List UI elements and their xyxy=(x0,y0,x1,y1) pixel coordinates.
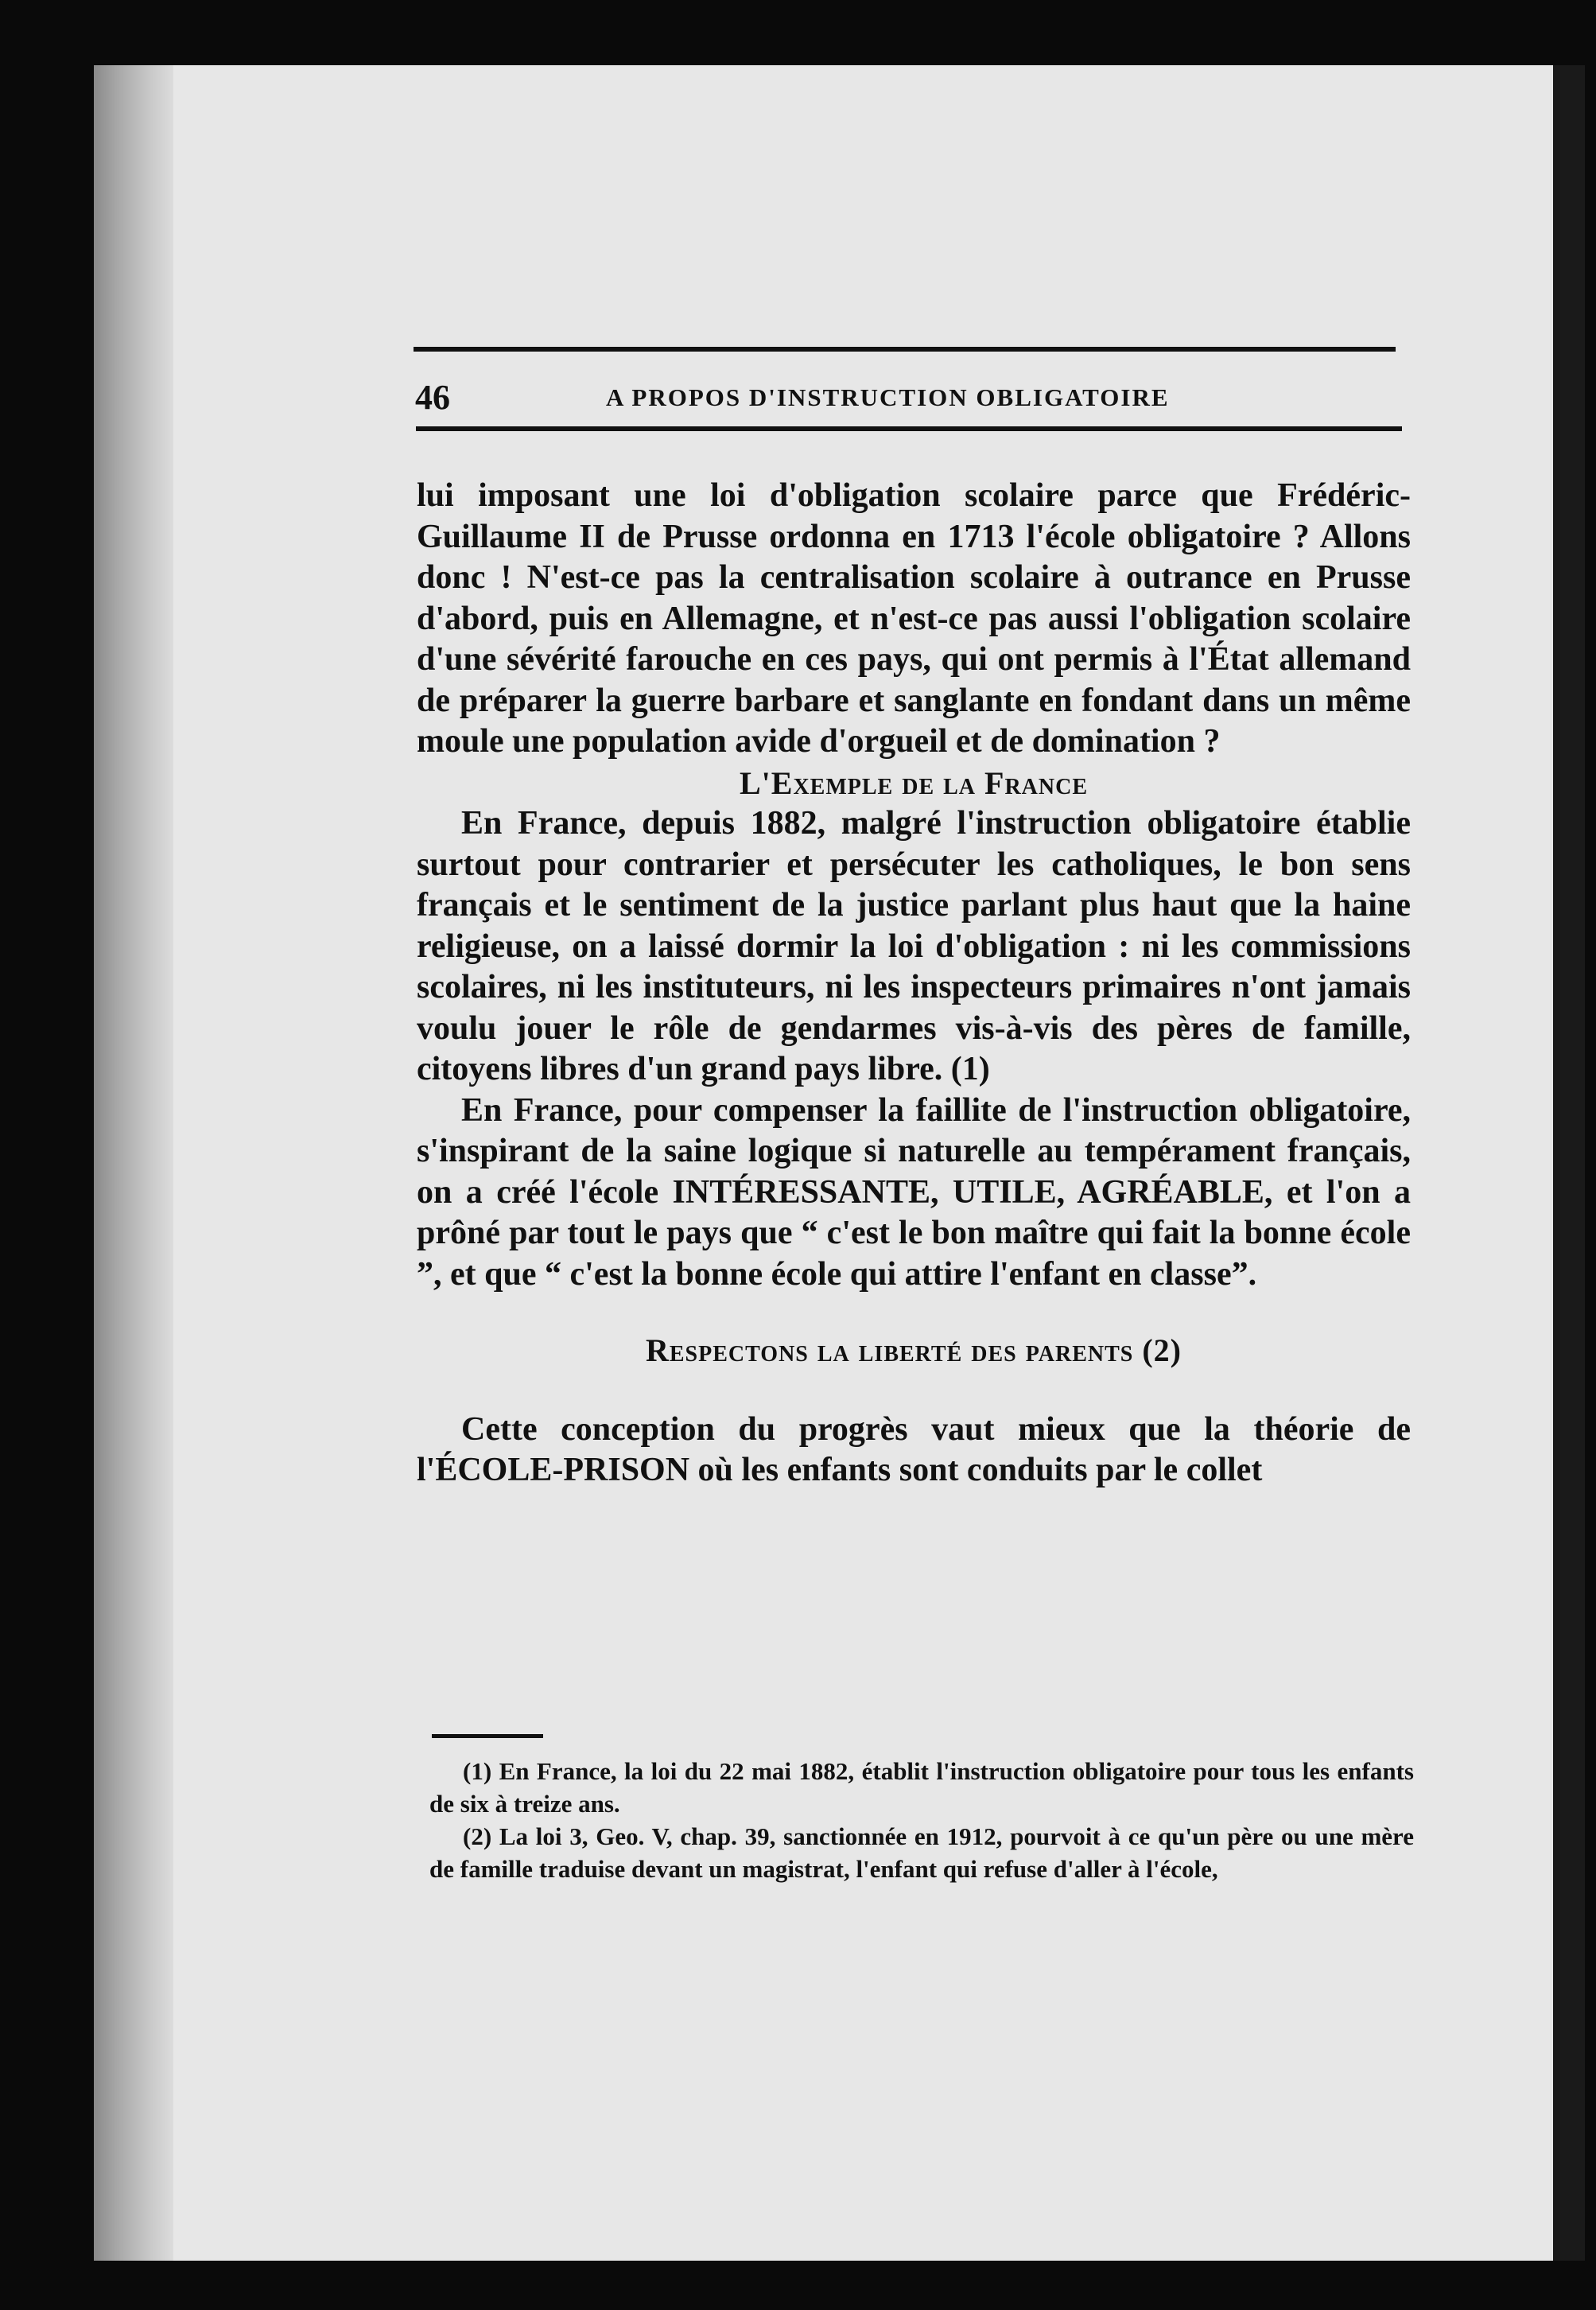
running-title: A PROPOS D'INSTRUCTION OBLIGATOIRE xyxy=(606,383,1170,411)
paragraph-continuation: lui imposant une loi d'obligation scolaire parce que Frédéric-Guillaume II de Prusse ordonna en 1713 l'école obligatoire ? Allons donc ! N'est-ce pas la centralisation scolaire à outrance en Prusse d'abord, puis en Allemagne, et n'est-ce pas aussi l'obligation scolaire d'une sévérité farouche en ces pays, qui ont permis à l'État allemand de préparer la guerre barbare et sanglante en fondant dans un même moule une population avide d'orgueil et de domination ? xyxy=(417,477,1411,760)
page-binding-edge xyxy=(94,65,173,2261)
header-top-rule xyxy=(414,347,1396,352)
footnote-1: (1) En France, la loi du 22 mai 1882, établit l'instruction obligatoire pour tous les enfants de six à treize ans. xyxy=(429,1757,1414,1818)
footnotes xyxy=(429,1755,1414,1885)
paragraph-france-ecole: En France, pour compenser la faillite de l'instruction obligatoire, s'inspirant de la saine logique si naturelle au tempérament français, on a créé l'école INTÉRESSANTE, UTILE, AGRÉABLE, et l'on a prôné par tout le pays que “ c'est le bon maître qui fait la bonne école ”, et que “ c'est la bonne école qui attire l'enfant en classe”. xyxy=(417,1091,1411,1293)
paragraph-france-1882: En France, depuis 1882, malgré l'instruction obligatoire établie surtout pour contrarier et persécuter les catholiques, le bon sens français et le sentiment de la justice parlant plus haut que la haine religieuse, on a laissé dormir la loi d'obligation : ni les commissions scolaires, ni les instituteurs, ni les inspecteurs primaires n'ont jamais voulu jouer le rôle de gendarmes vis-à-vis des pères de famille, citoyens libres d'un grand pays libre. (1) xyxy=(417,805,1411,1087)
paragraph-ecole-prison: Cette conception du progrès vaut mieux que la théorie de l'ÉCOLE-PRISON où les enfants sont conduits par le collet xyxy=(417,1410,1411,1488)
right-page-edge xyxy=(1553,65,1585,2261)
section-heading-parents: Respectons la liberté des parents (2) xyxy=(645,1332,1182,1368)
page-header xyxy=(415,377,1401,417)
section-heading-france: L'Exemple de la France xyxy=(739,764,1089,801)
body-text xyxy=(417,476,1411,1491)
header-bottom-rule xyxy=(416,426,1402,431)
page-number: 46 xyxy=(415,378,450,417)
footnote-rule xyxy=(432,1734,543,1738)
footnote-2: (2) La loi 3, Geo. V, chap. 39, sanctionnée en 1912, pourvoit à ce qu'un père ou une mère de famille traduise devant un magistrat, l'enfant qui refuse d'aller à l'école, xyxy=(429,1822,1414,1883)
